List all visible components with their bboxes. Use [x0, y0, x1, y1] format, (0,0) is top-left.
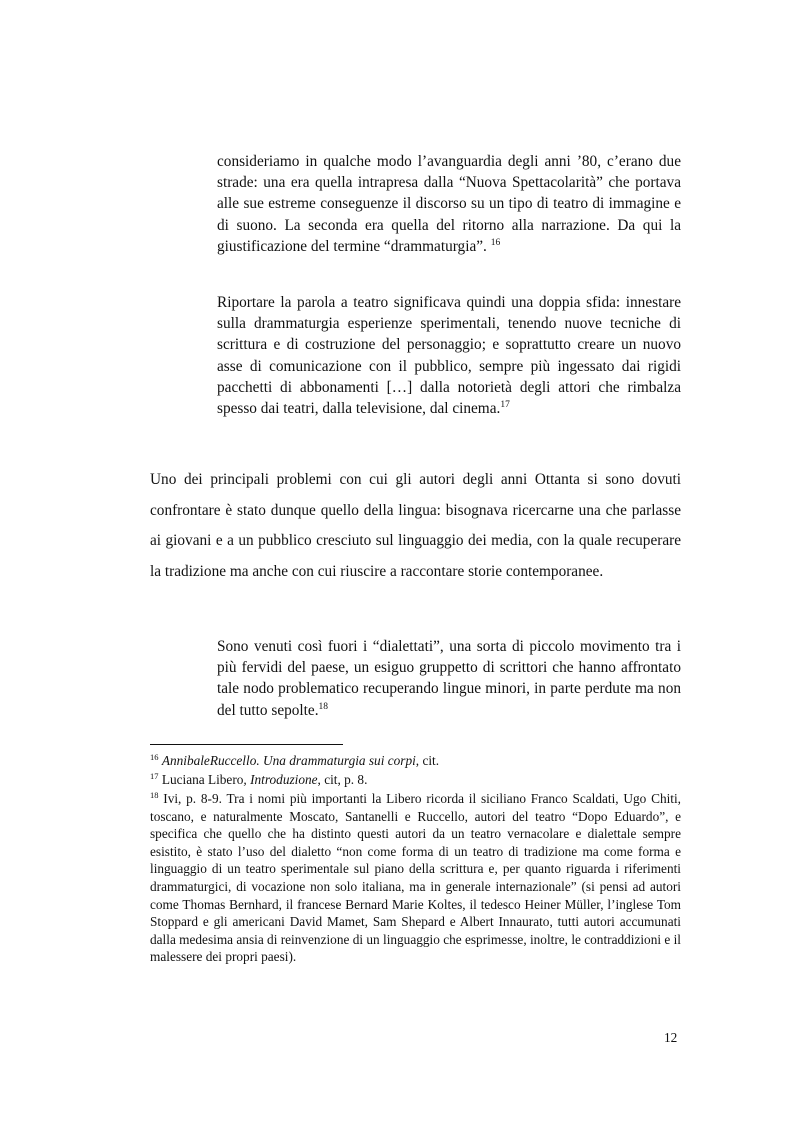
body-paragraph: Uno dei principali problemi con cui gli autori degli anni Ottanta si sono dovuti confrontare è stato dunque quello della lingua: bisognava ricercarne una che parlasse ai giovani e a un pubblico cresciuto sul linguaggio dei media, con la quale recuperare la tradizione ma anche con cui riuscire a raccontare storie contemporanee. — [150, 471, 681, 580]
footnote-16 — [150, 752, 681, 770]
footnote-17 — [150, 771, 681, 789]
block-quote-2 — [217, 292, 681, 419]
footnote-ref-16: 16 — [490, 237, 501, 248]
footnote-17-title: , Introduzione — [243, 772, 318, 787]
footnote-ref-17: 17 — [500, 400, 510, 411]
footnote-18 — [150, 790, 681, 966]
footnote-ref-18: 18 — [318, 701, 329, 712]
footnote-17-number: 17 — [150, 771, 159, 781]
block-quote-2-text: Riportare la parola a teatro significava quindi una doppia sfida: innestare sulla drammaturgia esperienze sperimentali, tenendo nuove tecniche di scrittura e di costruzione del personaggio; e soprattutto creare un nuovo asse di comunicazione con il pubblico, sempre più ingessato dai rigidi pacchetti di abbonamenti […] dalla notorietà degli attori che rimbalza spesso dai teatri, dalla televisione, dal cinema. — [217, 294, 681, 418]
page-number: 12 — [664, 1030, 678, 1045]
block-quote-3-text: Sono venuti così fuori i “dialettati”, una sorta di piccolo movimento tra i più fervidi del paese, un esiguo gruppetto di scrittori che hanno affrontato tale nodo problematico recuperando lingue minori, in parte perdute ma non del tutto sepolte. — [217, 638, 681, 719]
footnote-17-rest: , cit, p. 8. — [317, 772, 368, 787]
footnote-16-title: AnnibaleRuccello. Una drammaturgia sui corpi — [161, 753, 416, 768]
block-quote-1 — [217, 151, 681, 257]
block-quote-1-text: consideriamo in qualche modo l’avanguardia degli anni ’80, c’erano due strade: una era quella intrapresa dalla “Nuova Spettacolarità” che portava alle sue estreme conseguenze il discorso su un tipo di teatro di immagine e di suono. La seconda era quella del ritorno alla narrazione. Da qui la giustificazione del termine “drammaturgia”. — [217, 153, 681, 255]
footnote-18-text: Ivi, p. 8-9. Tra i nomi più importanti la Libero ricorda il siciliano Franco Scaldati, Ugo Chiti, toscano, e naturalmente Moscato, Santanelli e Ruccello, autori del teatro “Dopo Eduardo”, e specifica che quello che ha distinto questi autori da un teatro vernacolare e dialettale sempre esistito, è stato l’uso del dialetto “non come forma di un teatro di tradizione ma come forma e linguaggio di un teatro sperimentale sul piano della scrittura e, per quanto riguarda i riferimenti drammaturgici, di vocazione non solo italiana, ma in generale internazionale” (si pensi ad autori come Thomas Bernhard, il francese Bernard Marie Koltes, il tedesco Heiner Müller, l’inglese Tom Stoppard e gli americani David Mamet, Sam Shepard e Albert Innaurato, tutti autori accumunati dalla medesima ansia di reinvenzione di un linguaggio che esprimesse, inoltre, le contraddizioni e il malessere dei propri paesi). — [150, 791, 681, 965]
footnote-16-rest: , cit. — [415, 753, 440, 768]
footnote-17-author: Luciana Libero — [161, 772, 244, 787]
footnote-16-number: 16 — [150, 752, 159, 762]
footnote-18-number: 18 — [150, 790, 159, 800]
block-quote-3 — [217, 636, 681, 721]
footnote-separator — [150, 744, 343, 745]
